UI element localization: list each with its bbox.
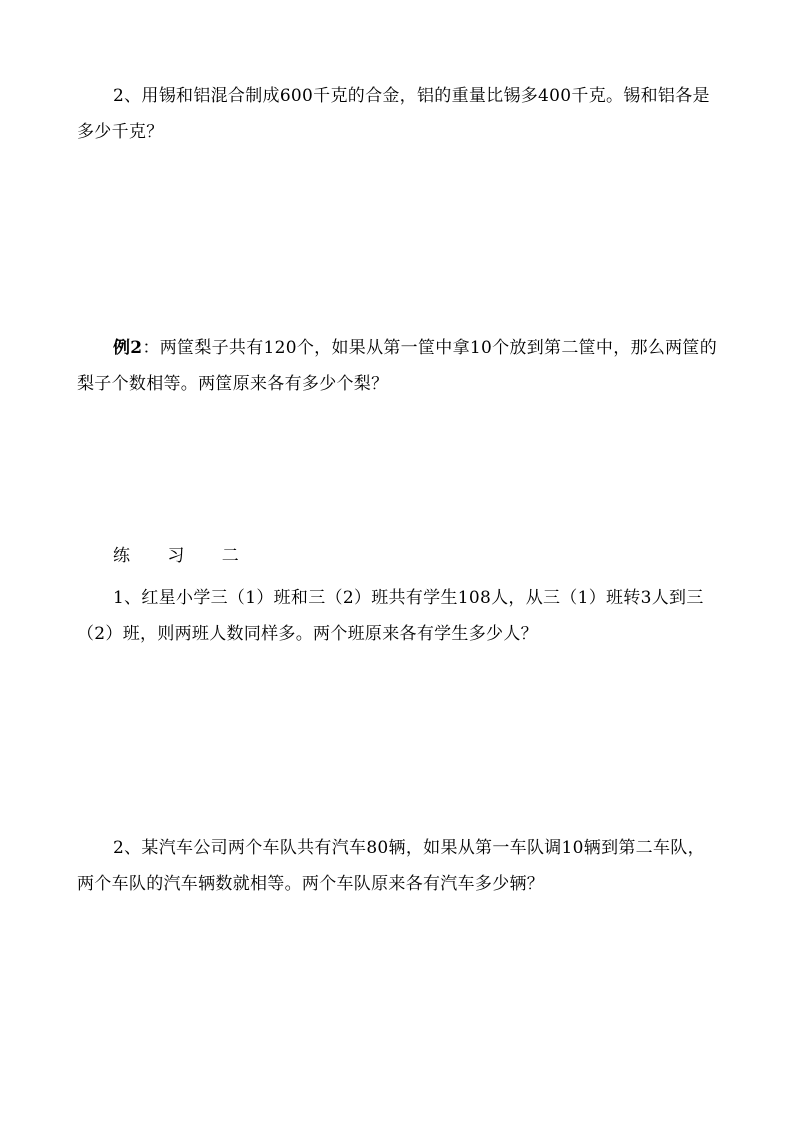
example-2-label: 例2	[113, 338, 143, 358]
exercise-1-text: 1、红星小学三（1）班和三（2）班共有学生108人，从三（1）班转3人到三（2）班，则两班人数同样多。两个班原来各有学生多少人？	[77, 588, 704, 644]
exercise-2-text: 2、某汽车公司两个车队共有汽车80辆，如果从第一车队调10辆到第二车队，两个车队的汽车辆数就相等。两个车队原来各有汽车多少辆？	[77, 838, 705, 894]
problem-2-text: 2、用锡和铝混合制成600千克的合金，铝的重量比锡多400千克。锡和铝各是多少千克？	[77, 86, 710, 142]
example-2-text: ：两筐梨子共有120个，如果从第一筐中拿10个放到第二筐中，那么两筐的梨子个数相等。两筐原来各有多少个梨？	[77, 338, 718, 394]
exercise-heading: 练 习 二	[113, 546, 255, 566]
example-2	[77, 330, 717, 402]
